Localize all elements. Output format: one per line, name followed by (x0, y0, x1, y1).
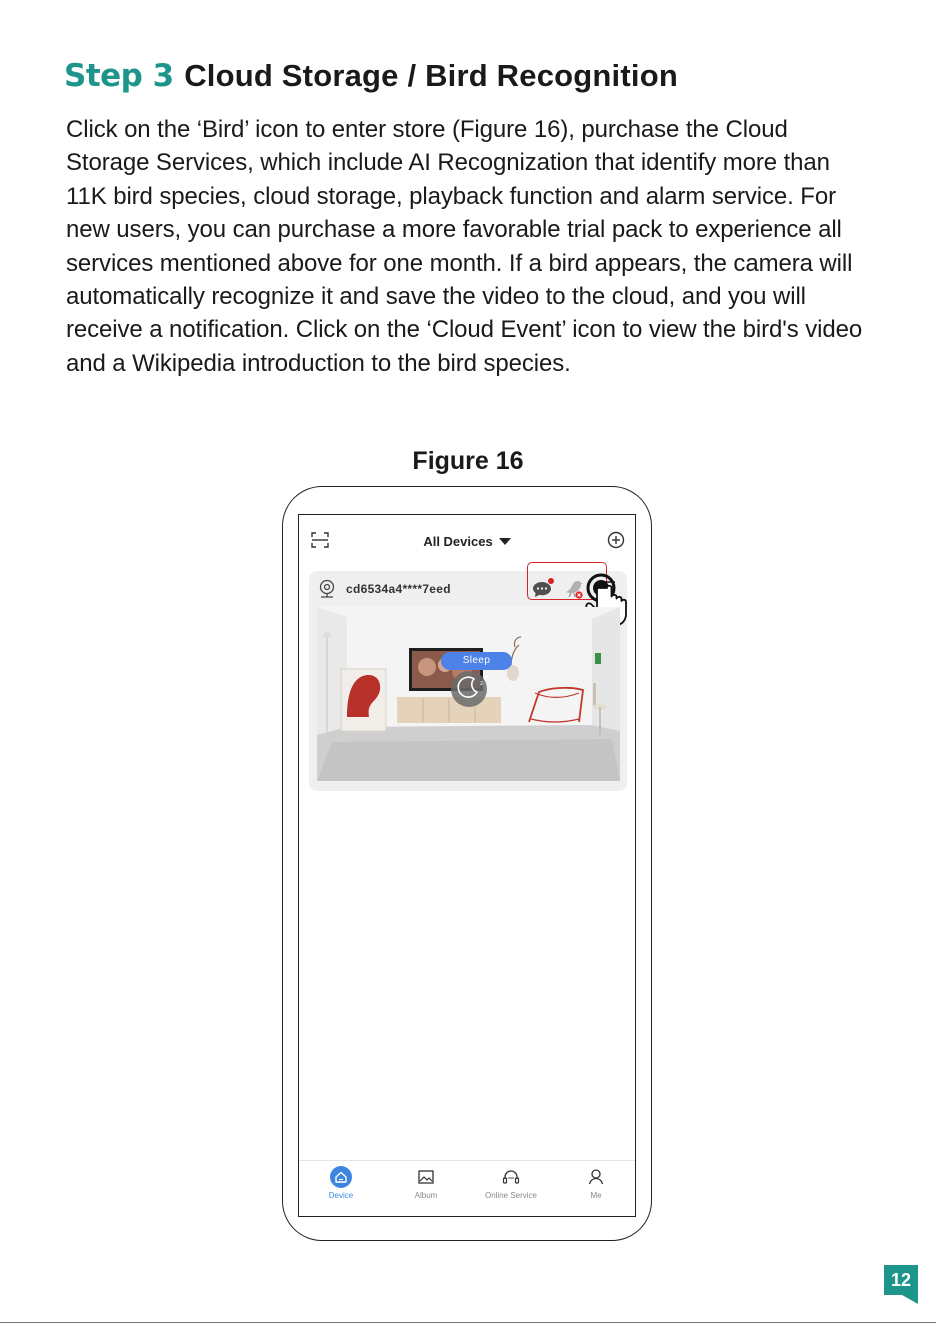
phone-screen (298, 514, 636, 1217)
album-icon (415, 1166, 437, 1188)
app-header (299, 515, 635, 569)
all-devices-dropdown[interactable] (299, 534, 635, 549)
step-label: Step 3 (64, 58, 174, 94)
tab-me-label: Me (590, 1191, 602, 1200)
section-heading (64, 58, 678, 94)
tab-album-label: Album (414, 1191, 438, 1200)
instruction-paragraph: Click on the ‘Bird’ icon to enter store (Figure 16), purchase the Cloud Storage Services, which include AI Recognization that identify more than 11K bird species, cloud storage, playback function and alarm service. For new users, you can purchase a more favorable trial pack to experience all services mentioned above for one month. If a bird appears, the camera will automatically recognize it and save the video to the cloud, and you will receive a notification. Click on the ‘Cloud Event’ icon to view the bird's video and a Wikipedia introduction to the bird species. (66, 116, 863, 377)
room-scene-image (317, 607, 620, 781)
user-icon (585, 1166, 607, 1188)
page-number: 12 (884, 1265, 918, 1295)
tab-me[interactable] (554, 1166, 636, 1200)
cloud-event-icon[interactable] (531, 577, 555, 599)
battery-indicator (595, 653, 601, 664)
bottom-tab-bar (299, 1160, 635, 1217)
status-badge: Sleep (441, 652, 512, 670)
device-name: cd6534a4****7eed (346, 582, 451, 596)
tab-device-label: Device (328, 1191, 354, 1200)
device-card[interactable] (309, 571, 627, 791)
bottom-rule (0, 1322, 936, 1323)
caret-down-icon (499, 538, 511, 545)
tab-album[interactable] (384, 1166, 468, 1200)
all-devices-label: All Devices (423, 534, 493, 549)
svg-text:z: z (480, 680, 484, 687)
tab-online-service[interactable] (469, 1166, 553, 1200)
camera-preview[interactable] (317, 607, 620, 781)
svg-text:z: z (484, 674, 488, 682)
tab-online-service-label: Online Service (484, 1191, 538, 1200)
tab-device[interactable] (299, 1166, 383, 1200)
section-title: Cloud Storage / Bird Recognition (184, 58, 678, 93)
home-icon (330, 1166, 352, 1188)
add-device-icon[interactable] (607, 531, 625, 549)
figure-caption: Figure 16 (412, 447, 524, 475)
headset-icon (500, 1166, 522, 1188)
camera-device-icon (317, 579, 337, 599)
page-number-tail (902, 1295, 918, 1304)
